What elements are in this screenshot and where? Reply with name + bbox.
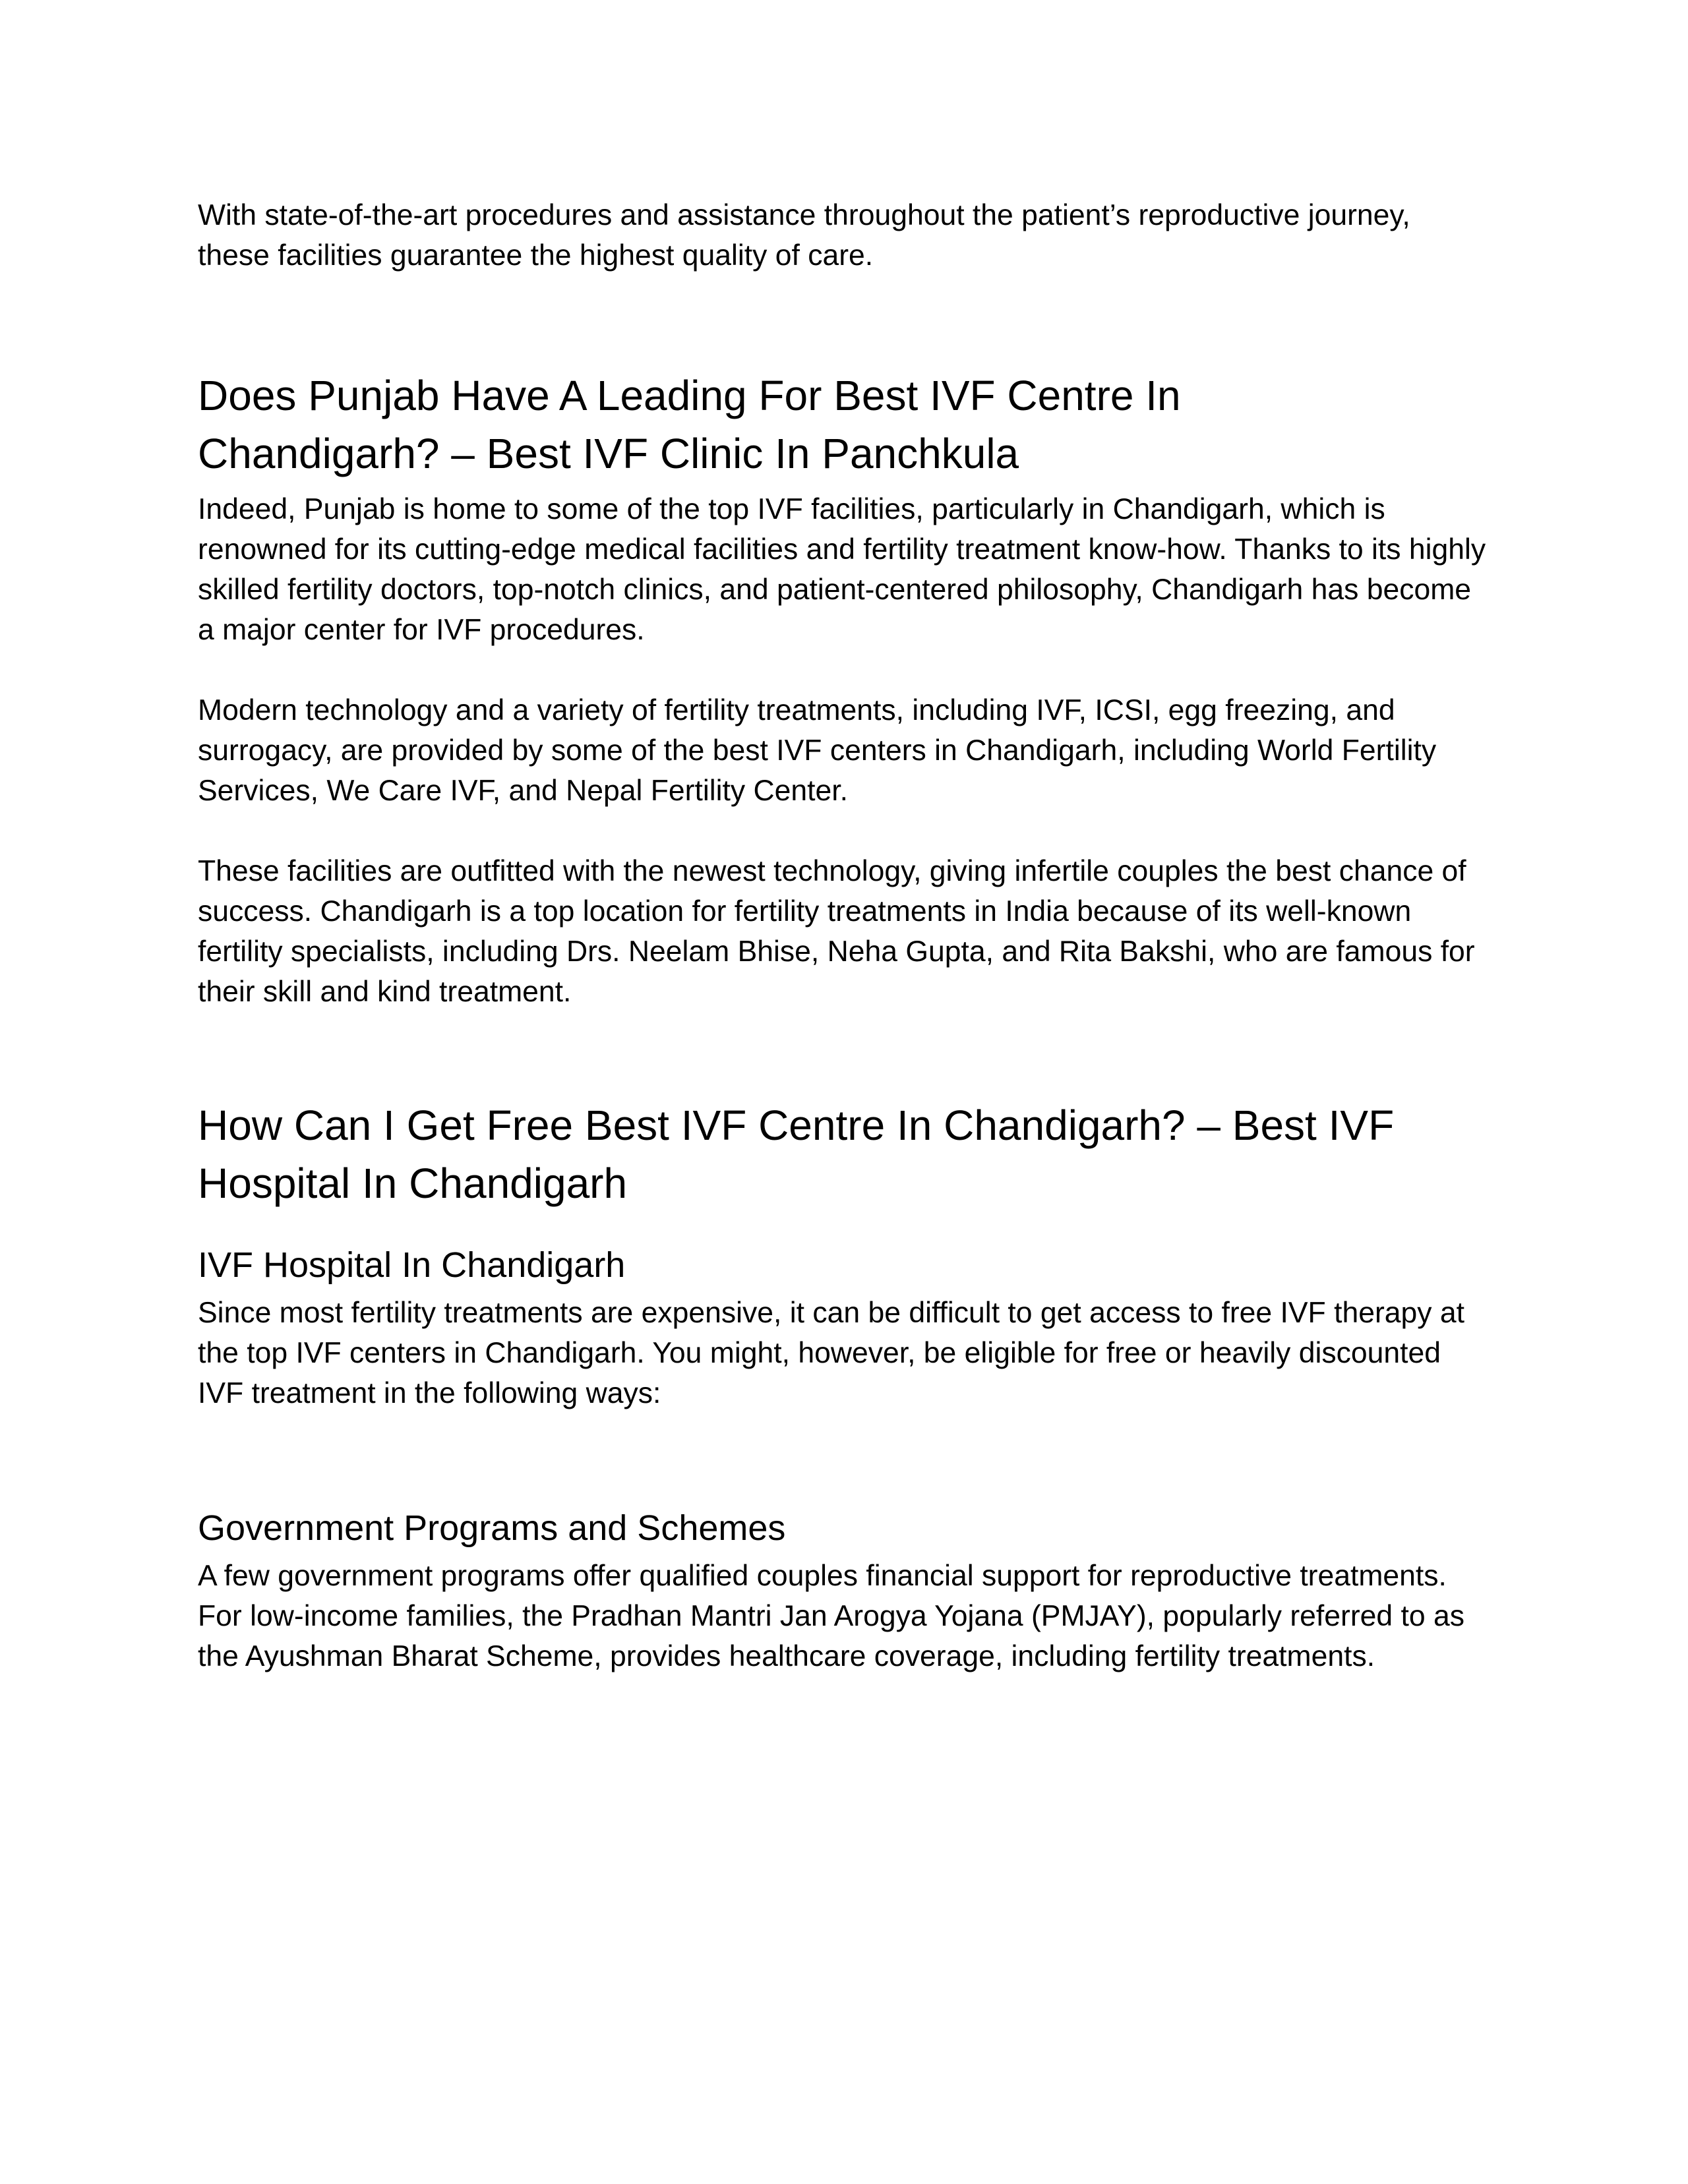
section-heading-punjab: Does Punjab Have A Leading For Best IVF Centre In Chandigarh? – Best IVF Clinic In Panchkula: [198, 372, 1181, 477]
paragraph-modern-technology: Modern technology and a variety of fertility treatments, including IVF, ICSI, egg freezing, and surrogacy, are provided by some of the best IVF centers in Chandigarh, including World Fertility Services, We Care IVF, and Nepal Fertility Center.: [198, 694, 1437, 807]
subheading-government-programs: Government Programs and Schemes: [198, 1508, 786, 1548]
paragraph-facilities-outfitted: These facilities are outfitted with the newest technology, giving infertile couples the best chance of success. Chandigarh is a top location for fertility treatments in India because of its well-known fertility specialists, including Drs. Neelam Bhise, Neha Gupta, and Rita Bakshi, who are famous for their skill and kind treatment.: [198, 855, 1475, 1008]
intro-paragraph: With state-of-the-art procedures and assistance throughout the patient’s reproductive journey, these facilities guarantee the highest quality of care.: [198, 199, 1410, 272]
document-body: [198, 195, 1490, 1676]
paragraph-government-programs: A few government programs offer qualified couples financial support for reproductive treatments. For low-income families, the Pradhan Mantri Jan Arogya Yojana (PMJAY), popularly referred to as the Ayushman Bharat Scheme, provides healthcare coverage, including fertility treatments.: [198, 1560, 1464, 1672]
paragraph-expensive-treatments: Since most fertility treatments are expensive, it can be difficult to get access to free IVF therapy at the top IVF centers in Chandigarh. You might, however, be eligible for free or heavily discounted IVF treatment in the following ways:: [198, 1297, 1464, 1409]
paragraph-spacer: [198, 650, 1490, 690]
paragraph-punjab-home: Indeed, Punjab is home to some of the top IVF facilities, particularly in Chandigarh, which is renowned for its cutting-edge medical facilities and fertility treatment know-how. Thanks to its highly skilled fertility doctors, top-notch clinics, and patient-centered philosophy, Chandigarh has become a major center for IVF procedures.: [198, 493, 1486, 646]
section-heading-free-ivf: How Can I Get Free Best IVF Centre In Chandigarh? – Best IVF Hospital In Chandigarh: [198, 1102, 1395, 1207]
subheading-ivf-hospital: IVF Hospital In Chandigarh: [198, 1245, 626, 1285]
paragraph-spacer: [198, 811, 1490, 851]
